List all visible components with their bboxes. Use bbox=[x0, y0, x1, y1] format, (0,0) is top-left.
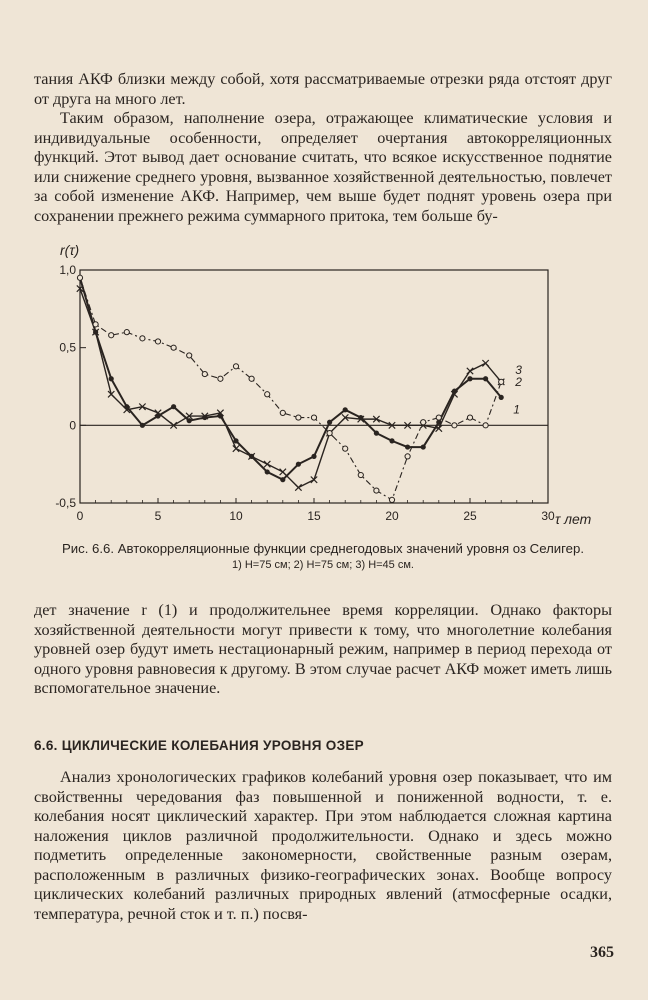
data-point bbox=[343, 446, 348, 451]
data-point bbox=[187, 418, 192, 423]
series-3-line bbox=[80, 278, 501, 500]
y-axis-label: r(τ) bbox=[60, 242, 80, 258]
data-point bbox=[124, 330, 129, 335]
data-point bbox=[280, 469, 286, 475]
data-point bbox=[327, 420, 332, 425]
data-point bbox=[296, 415, 301, 420]
data-point bbox=[436, 415, 441, 420]
data-point bbox=[482, 360, 488, 366]
x-tick-label: 0 bbox=[76, 509, 84, 523]
data-point bbox=[265, 392, 270, 397]
x-axis-label: τ лет bbox=[555, 511, 592, 527]
series-label: 3 bbox=[515, 362, 522, 377]
data-point bbox=[421, 420, 426, 425]
data-point bbox=[202, 371, 207, 376]
series-label: 1 bbox=[513, 402, 520, 417]
series-2-line bbox=[80, 289, 501, 488]
series-label: 2 bbox=[515, 374, 522, 389]
figure-caption bbox=[34, 540, 612, 574]
page-number: 365 bbox=[590, 944, 614, 961]
data-point bbox=[109, 333, 114, 338]
y-tick-label: 0 bbox=[69, 418, 76, 433]
data-point bbox=[187, 353, 192, 358]
y-tick-label: 1,0 bbox=[59, 263, 76, 277]
data-point bbox=[140, 336, 145, 341]
data-point bbox=[467, 368, 473, 374]
data-point bbox=[483, 376, 488, 381]
data-point bbox=[264, 461, 270, 467]
series-2 bbox=[77, 285, 522, 490]
paragraph-4: Анализ хронологических графиков колебаний уровня озер показывает, что им свойственны чередования фаз повышенной и пониженной водности, т. е. колебания носят циклический характер. При этом наблюдается сложная картина наложения циклов различной продолжительности. Однако и здесь можно подметить определенные закономерности, свойственные разным озерам, расположенным в различных физико-географических зонах. Вообще вопросу циклических колебаний различных природных явлений (атмосферные осадки, температура, речной сток и т. п.) посвя- bbox=[34, 768, 612, 923]
data-point bbox=[171, 345, 176, 350]
data-point bbox=[358, 472, 363, 477]
data-point bbox=[452, 423, 457, 428]
data-point bbox=[467, 376, 472, 381]
data-point bbox=[140, 423, 145, 428]
data-point bbox=[109, 376, 114, 381]
series-1-line bbox=[80, 278, 501, 480]
data-point bbox=[374, 431, 379, 436]
data-point bbox=[233, 438, 238, 443]
data-point bbox=[218, 376, 223, 381]
x-tick-label: 25 bbox=[463, 509, 477, 523]
data-point bbox=[327, 431, 332, 436]
data-point bbox=[265, 469, 270, 474]
data-point bbox=[405, 444, 410, 449]
data-point bbox=[343, 407, 348, 412]
paragraph-1: тания АКФ близки между собой, хотя рассматриваемые отрезки ряда отстоят друг от друга на много лет. bbox=[34, 70, 612, 108]
data-point bbox=[93, 322, 98, 327]
x-tick-label: 10 bbox=[229, 509, 243, 523]
data-point bbox=[389, 497, 394, 502]
data-point bbox=[296, 462, 301, 467]
chart-series bbox=[77, 275, 522, 502]
data-point bbox=[311, 415, 316, 420]
x-tick-label: 5 bbox=[154, 509, 162, 523]
chart-axes bbox=[80, 270, 548, 503]
caption-text: Рис. 6.6. Автокорреляционные функции среднегодовых значений уровня оз Селигер. bbox=[61, 541, 585, 556]
caption-subtext: 1) H=75 см; 2) H=75 см; 3) H=45 см. bbox=[232, 559, 414, 571]
data-point bbox=[311, 477, 317, 483]
data-point bbox=[249, 376, 254, 381]
data-point bbox=[280, 410, 285, 415]
x-tick-label: 30 bbox=[541, 509, 555, 523]
data-point bbox=[421, 444, 426, 449]
data-point bbox=[77, 275, 82, 280]
data-point bbox=[499, 379, 504, 384]
plot-frame bbox=[80, 270, 548, 503]
data-point bbox=[389, 438, 394, 443]
data-point bbox=[483, 423, 488, 428]
x-tick-label: 20 bbox=[385, 509, 399, 523]
data-point bbox=[467, 415, 472, 420]
data-point bbox=[233, 445, 239, 451]
paragraph-2: Таким образом, наполнение озера, отражающее климатические условия и индивидуальные особенности, определяет очертания автокорреляционных функций. Этот вывод дает основание считать, что всякое искусственное поднятие или снижение среднего уровня, вызванное хозяйственной деятельностью, повлечет за собой изменение АКФ. Например, чем выше будет поднят уровень озера при сохранении прежнего режима суммарного притока, тем больше бу- bbox=[34, 109, 612, 225]
data-point bbox=[233, 364, 238, 369]
data-point bbox=[171, 404, 176, 409]
y-tick-label: 0,5 bbox=[59, 340, 76, 355]
series-1 bbox=[77, 275, 519, 482]
data-point bbox=[374, 488, 379, 493]
data-point bbox=[499, 395, 504, 400]
data-point bbox=[405, 454, 410, 459]
x-tick-label: 15 bbox=[307, 509, 321, 523]
y-tick-label: -0,5 bbox=[55, 496, 76, 510]
paragraph-3: дет значение r (1) и продолжительнее время корреляции. Однако факторы хозяйственной деятельности могут привести к тому, что многолетние колебания уровней озер будут иметь нестационарный режим, например в период перехода от одного уровня равновесия к другому. В этом случае расчет АКФ может иметь лишь вспомогательное значение. bbox=[34, 601, 612, 697]
data-point bbox=[295, 484, 301, 490]
data-point bbox=[155, 339, 160, 344]
data-point bbox=[311, 454, 316, 459]
data-point bbox=[280, 477, 285, 482]
section-heading: 6.6. ЦИКЛИЧЕСКИЕ КОЛЕБАНИЯ УРОВНЯ ОЗЕР bbox=[34, 738, 364, 753]
